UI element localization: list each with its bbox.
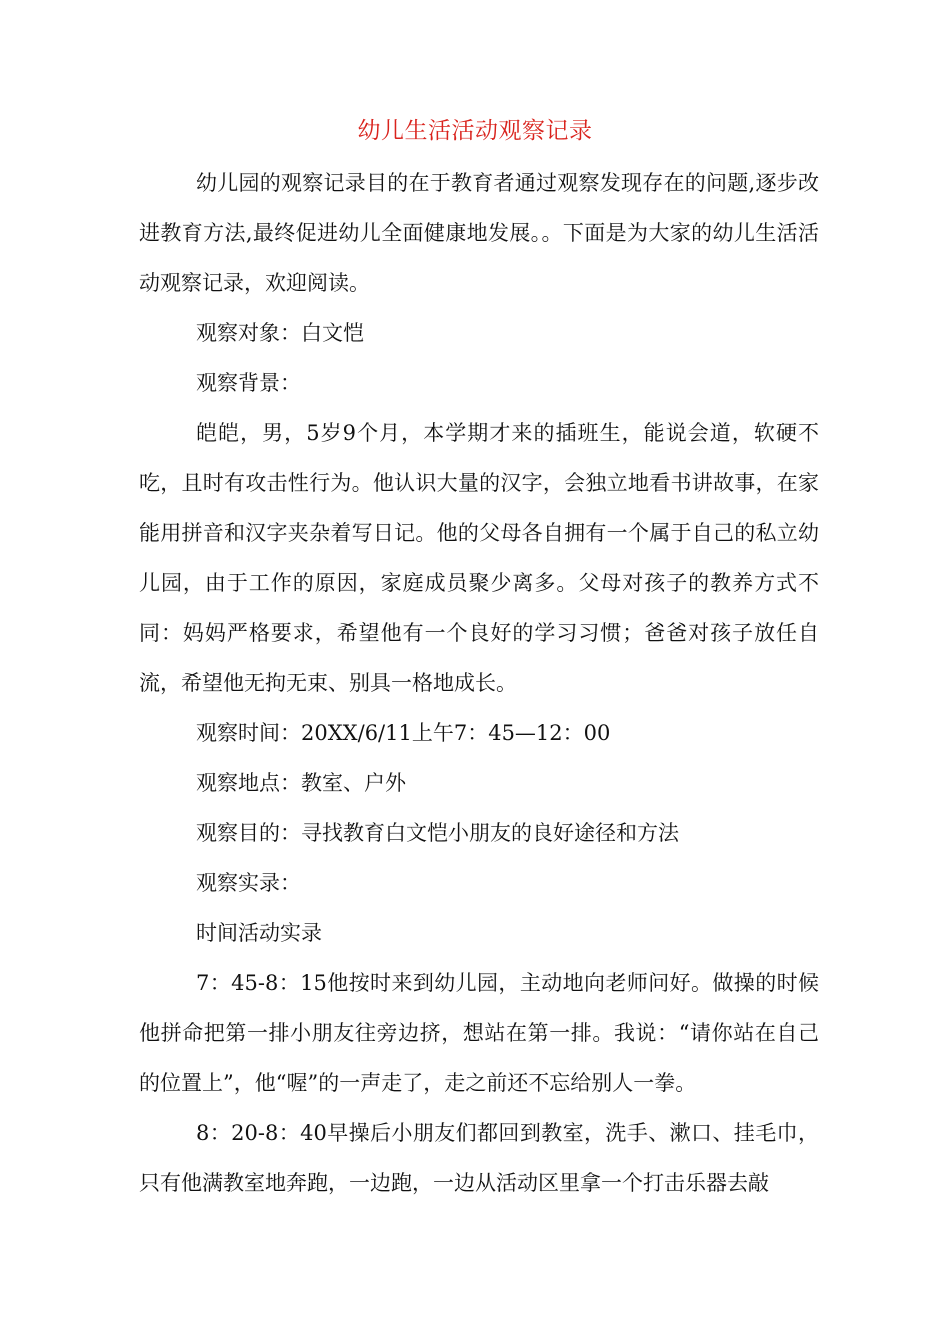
observation-record-label: 观察实录： (196, 871, 301, 895)
page-title: 幼儿生活活动观察记录 (357, 118, 593, 144)
observation-subject: 观察对象：白文恺 (196, 321, 364, 345)
record-paragraph: 8：20-8：40早操后小朋友们都回到教室，洗手、漱口、挂毛巾，只有他满教室地奔跑，一边跑，一边从活动区里拿一个打击乐器去敲 (139, 1121, 819, 1195)
background-paragraph: 皑皑，男，5岁9个月，本学期才来的插班生，能说会道，软硬不吃，且时有攻击性行为。他认识大量的汉字，会独立地看书讲故事，在家能用拼音和汉字夹杂着写日记。他的父母各自拥有一个属于自己的私立幼儿园，由于工作的原因，家庭成员聚少离多。父母对孩子的教养方式不同：妈妈严格要求，希望他有一个良好的学习习惯；爸爸对孩子放任自流，希望他无拘无束、别具一格地成长。 (139, 421, 819, 695)
time-activity-heading: 时间活动实录 (196, 921, 322, 945)
intro-paragraph: 幼儿园的观察记录目的在于教育者通过观察发现存在的问题,逐步改进教育方法,最终促进幼儿全面健康地发展。。下面是为大家的幼儿生活活动观察记录，欢迎阅读。 (139, 171, 819, 295)
document-body (139, 158, 819, 1208)
record-paragraph: 7：45-8：15他按时来到幼儿园，主动地向老师问好。做操的时候他拼命把第一排小朋友往旁边挤，想站在第一排。我说：“请你站在自己的位置上”，他“喔”的一声走了，走之前还不忘给别人一拳。 (139, 971, 819, 1095)
observation-time: 观察时间：20XX/6/11上午7：45—12：00 (196, 721, 611, 745)
observation-location: 观察地点：教室、户外 (196, 771, 406, 795)
observation-background-label: 观察背景： (196, 371, 301, 395)
observation-purpose: 观察目的：寻找教育白文恺小朋友的良好途径和方法 (196, 821, 679, 845)
